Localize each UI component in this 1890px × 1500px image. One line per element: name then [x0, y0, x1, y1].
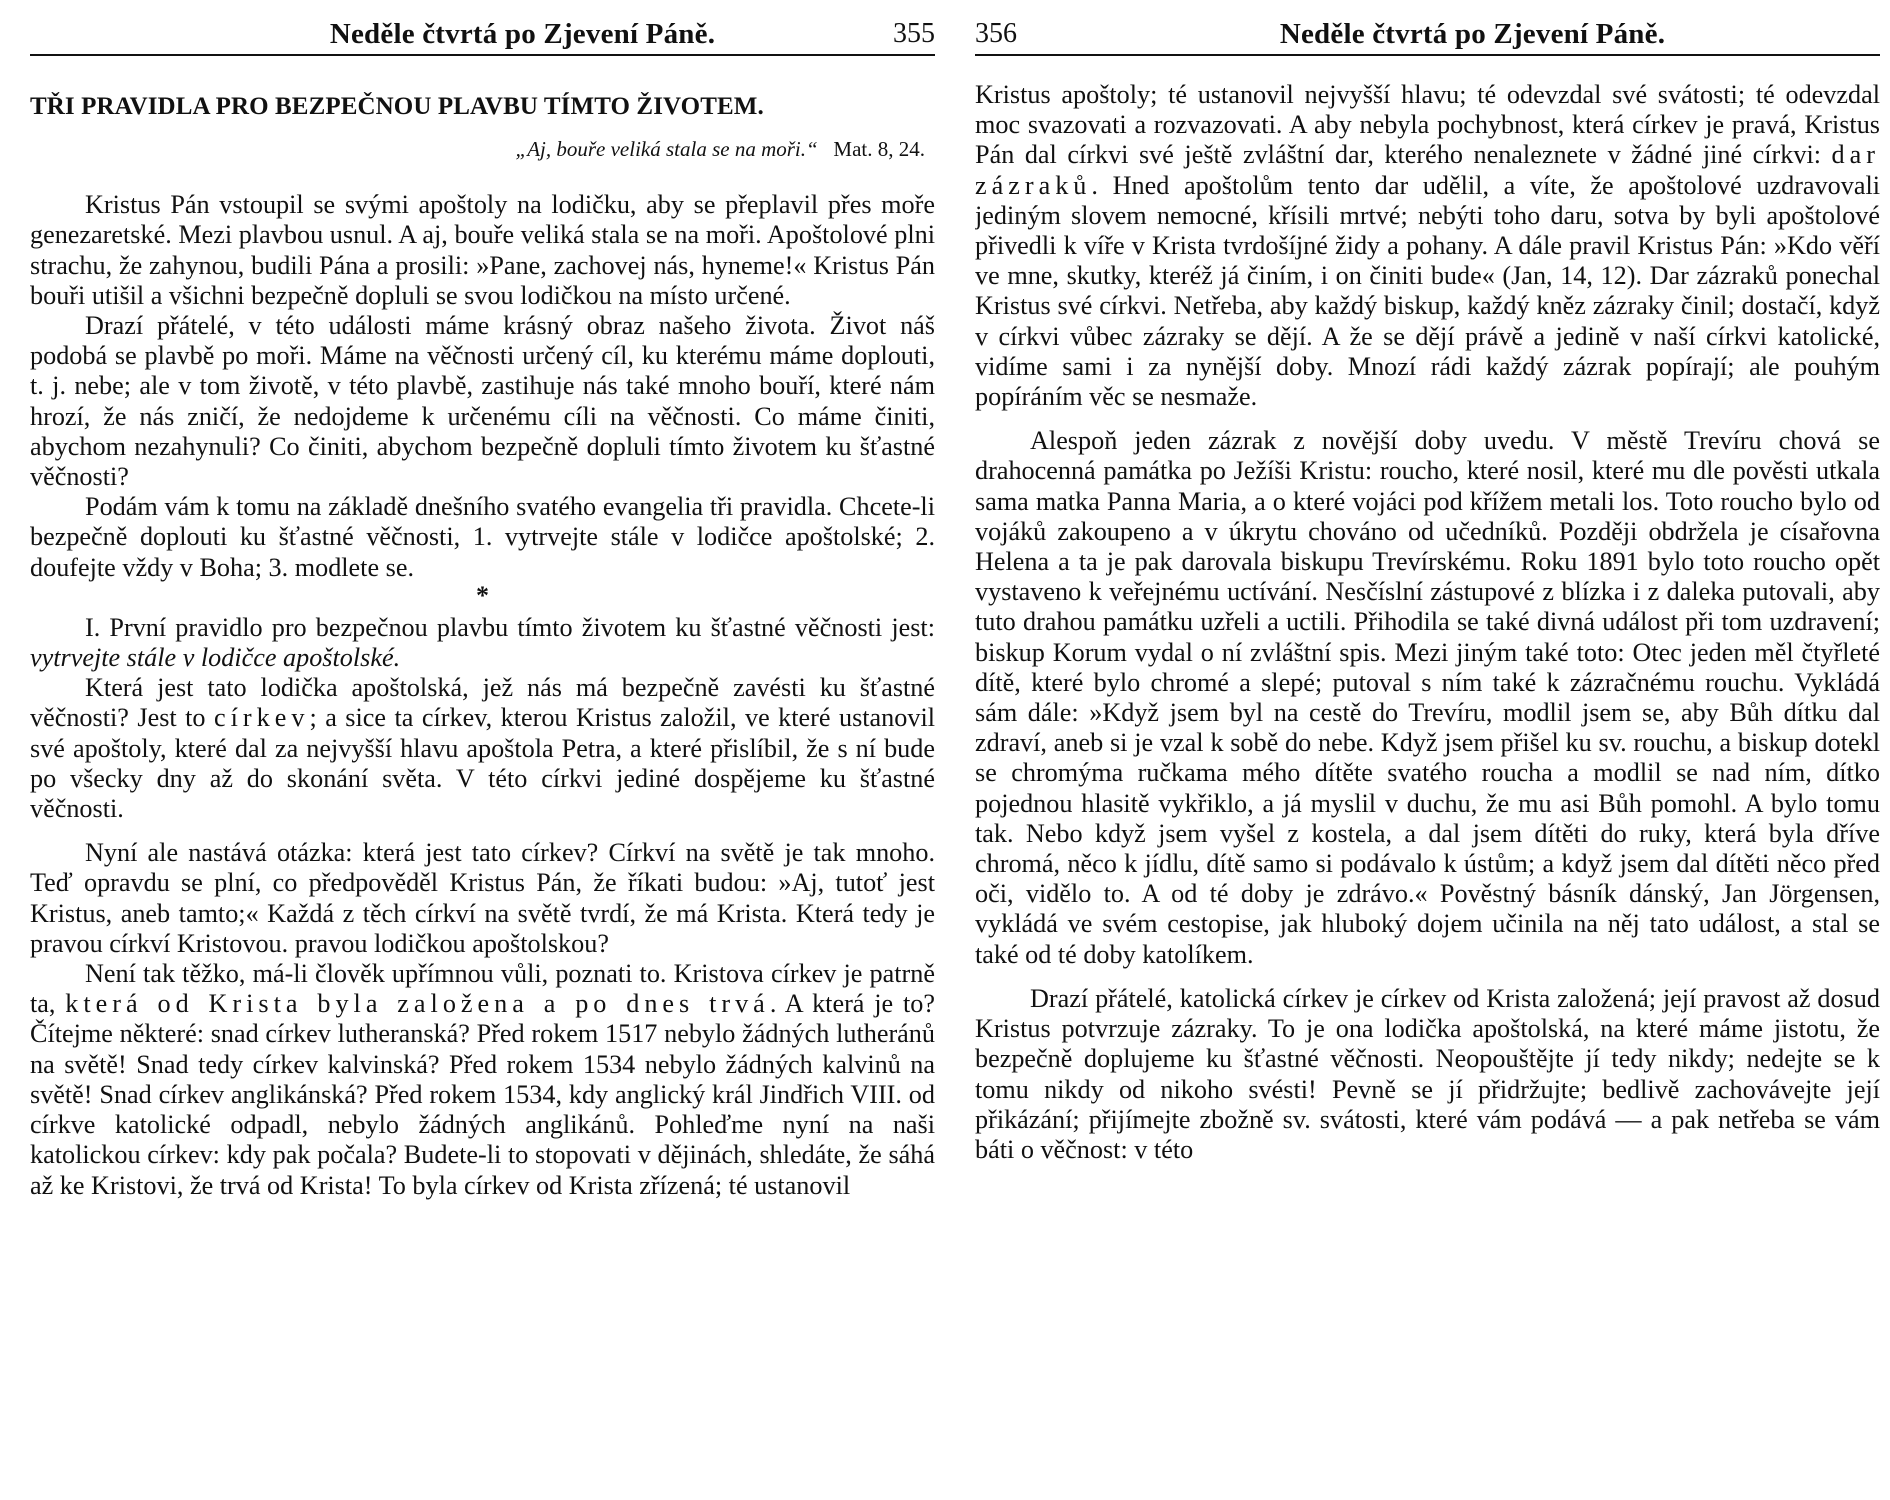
paragraph: Drazí přátelé, v této události máme krásný obraz našeho života. Život náš podobá se plavbě po moři. Máme na věčnosti určený cíl, ku kterému máme doplouti, t. j. nebe; ale v tom životě, v této plavbě, zastihuje nás také mnoho bouří, které nám hrozí, že nás zničí, že nedojdeme k určenému cíli na věčnosti. Co máme činiti, abychom nezahynuli? Co činiti, abychom bezpečně dopluli tímto životem ku šťastné věčnosti? — [30, 311, 935, 492]
left-page-body — [30, 80, 935, 1201]
paragraph-text: Kristus apoštoly; té ustanovil nejvyšší hlavu; té odevzdal své svátosti; té odevzdal moc svazovati a rozvazovati. A aby nebyla pochybnost, která církev je pravá, Kristus Pán dal církvi své ještě zvláštní dar, kterého nenaleznete v žádné jiné církvi: — [975, 80, 1880, 170]
right-header-title: Neděle čtvrtá po Zjevení Páně. — [1279, 18, 1666, 50]
section-title: TŘI PRAVIDLA PRO BEZPEČNOU PLAVBU TÍMTO ŽIVOTEM. — [30, 93, 764, 120]
italic-rule: vytrvejte stále v lodičce apoštolské. — [30, 643, 401, 673]
motto — [30, 134, 925, 164]
paragraph: Alespoň jeden zázrak z novější doby uvedu. V městě Trevíru chová se drahocenná památka po Ježíši Kristu: roucho, které nosil, které mu dle pověsti utkala sama matka Panna Maria, a o které vojáci pod křížem metali los. Toto roucho bylo od vojáků zakoupeno a v úkrytu chováno od učedníků. Později obdržela je císařovna Helena a ta je pak darovala biskupu Trevírskému. Roku 1891 bylo toto roucho opět vystaveno k veřejnému uctívání. Nesčíslní zástupové z blízka i z daleka putovali, aby tuto drahou památku uzřeli a uctili. Přihodila se také divná událost při tom uzdravení; biskup Korum vydal o ní zvláštní spis. Mezi jiným také toto: Otec jeden měl čtyřleté dítě, které bylo chromé a slepé; putoval s ním také k zázračnému rouchu. Vykládá sám dále: »Když jsem byl na cestě do Trevíru, modlil jsem se, aby Bůh dítku dal zdraví, aneb si je vzal k sobě do nebe. Když jsem přišel ku sv. rouchu, a biskup dotekl se chromýma ručkama mého dítěte svatého roucha a modlil se nad ním, dítko pojednou hlasitě vykřiklo, a já myslil v duchu, že mu asi Bůh pomohl. A bylo tomu tak. Nebo když jsem vyšel z kostela, a dal jsem dítěti do ruky, která byla dříve chromá, něco k jídlu, dítě samo si podávalo k ústům; a když jsem dal dítěti něco před oči, vidělo to. A od té doby je zdrávo.« Pověstný básník dánský, Jan Jörgensen, vykládá ve svém cestopise, jak hluboký dojem učinila na něj tato událost, a stal se také od té doby katolíkem. — [975, 426, 1880, 969]
motto-reference: Mat. 8, 24. — [833, 137, 925, 161]
paragraph — [975, 80, 1880, 412]
right-running-head — [975, 10, 1880, 56]
right-page-number: 356 — [975, 18, 1017, 49]
left-header-title: Neděle čtvrtá po Zjevení Páně. — [329, 18, 716, 50]
emphasis-spaced: která od Krista byla založena a po dnes trvá — [65, 989, 770, 1019]
paragraph-text: . A která je to? Čítejme některé: snad církev lutheranská? Před rokem 1517 nebylo žádných lutheránů na světě! Snad tedy církev kalvinská? Před rokem 1534 nebylo žádných kalvinů na světě! Snad církev anglikánská? Před rokem 1534, kdy anglický král Jindřich VIII. od církve katolické odpadl, nebylo žádných anglikánů. Pohleďme nyní na naši katolickou církev: kdy pak počala? Budete-li to stopovati v dějinách, shledáte, že sáhá až ke Kristovi, že trvá od Krista! To byla církev od Krista zřízená; té ustanovil — [30, 989, 935, 1200]
paragraph-text: I. První pravidlo pro bezpečnou plavbu tímto životem ku šťastné věčnosti jest: — [85, 612, 935, 642]
paragraph-text: Která jest tato lodička apoštolská, jež nás má bezpečně zavésti ku šťastné věčnosti? Jest to — [30, 673, 935, 733]
paragraph: Drazí přátelé, katolická církev je církev od Krista založená; její pravost až dosud Kristus potvrzuje zázraky. To je ona lodička apoštolská, na které máme jistotu, že bezpečně doplujeme ku šťastné věčnosti. Neopouštějte jí tedy nikdy; nedejte se k tomu nikdy od nikoho svésti! Pevně se jí přidržujte; bedlivě zachovávejte její přikázání; přijímejte zbožně sv. svátosti, které vám podává — a pak netřeba se vám báti o věčnost: v této — [975, 983, 1880, 1164]
paragraph: Podám vám k tomu na základě dnešního svatého evangelia tři pravidla. Chcete-li bezpečně doplouti ku šťastné věčnosti, 1. vytrvejte stále v lodičce apoštolské; 2. doufejte vždy v Boha; 3. modlete se. — [30, 492, 935, 582]
emphasis-spaced: dar zázraků — [975, 140, 1880, 200]
paragraph-text: . Hned apoštolům tento dar udělil, a víte, že apoštolové uzdravovali jediným slovem nemocné, křísili mrtvé; nebýti toho daru, sotva by byli apoštolové přivedli k víře v Krista tvrdošíjné židy a pohany. A dále pravil Kristus Pán: »Kdo věří ve mne, skutky, kteréž já činím, i on činiti bude« (Jan, 14, 12). Dar zázraků ponechal Kristus své církvi. Netřeba, aby každý biskup, každý kněz zázraky činil; dostačí, když v církvi vůbec zázraky se dějí. A že se dějí právě a jedině v naší církvi katolické, vidíme sami i za nynější doby. Mnozí rádi každý zázrak popírají; ale pouhým popíráním věc se nesmaže. — [975, 170, 1880, 412]
left-page-number: 355 — [893, 18, 935, 49]
section-separator: * — [476, 580, 489, 610]
left-running-head — [30, 10, 935, 56]
right-page-body — [975, 80, 1880, 1165]
paragraph — [30, 613, 935, 673]
paragraph: Nyní ale nastává otázka: která jest tato církev? Církví na světě je tak mnoho. Teď opravdu se plní, co předpověděl Kristus Pán, že říkati budou: »Aj, tutoť jest Kristus, aneb tamto;« Každá z těch církví na světě tvrdí, že má Krista. Která tedy je pravou církví Kristovou. pravou lodičkou apoštolskou? — [30, 838, 935, 958]
emphasis-spaced: církev — [214, 703, 310, 733]
left-page — [30, 0, 935, 1500]
paragraph — [30, 673, 935, 824]
paragraph — [30, 959, 935, 1201]
paragraph-text: ; a sice ta církev, kterou Kristus založil, ve které ustanovil své apoštoly, které dal za nejvyšší hlavu apoštola Petra, a které přislíbil, že s ní bude po všecky dny až do skonání světa. V této církvi jediné dospějeme ku šťastné věčnosti. — [30, 703, 935, 824]
right-page — [975, 0, 1880, 1500]
paragraph: Kristus Pán vstoupil se svými apoštoly na lodičku, aby se přeplavil přes moře genezaretské. Mezi plavbou usnul. A aj, bouře veliká stala se na moři. Apoštolové plni strachu, že zahynou, budili Pána a prosili: »Pane, zachovej nás, hyneme!« Kristus Pán bouři utišil a všichni bezpečně dopluli se svou lodičkou na místo určené. — [30, 190, 935, 310]
motto-quote: „Aj, bouře veliká stala se na moři.“ — [515, 137, 818, 161]
paragraph-text: Není tak těžko, má-li člověk upřímnou vůli, poznati to. Kristova církev je patrně ta, — [30, 959, 935, 1019]
